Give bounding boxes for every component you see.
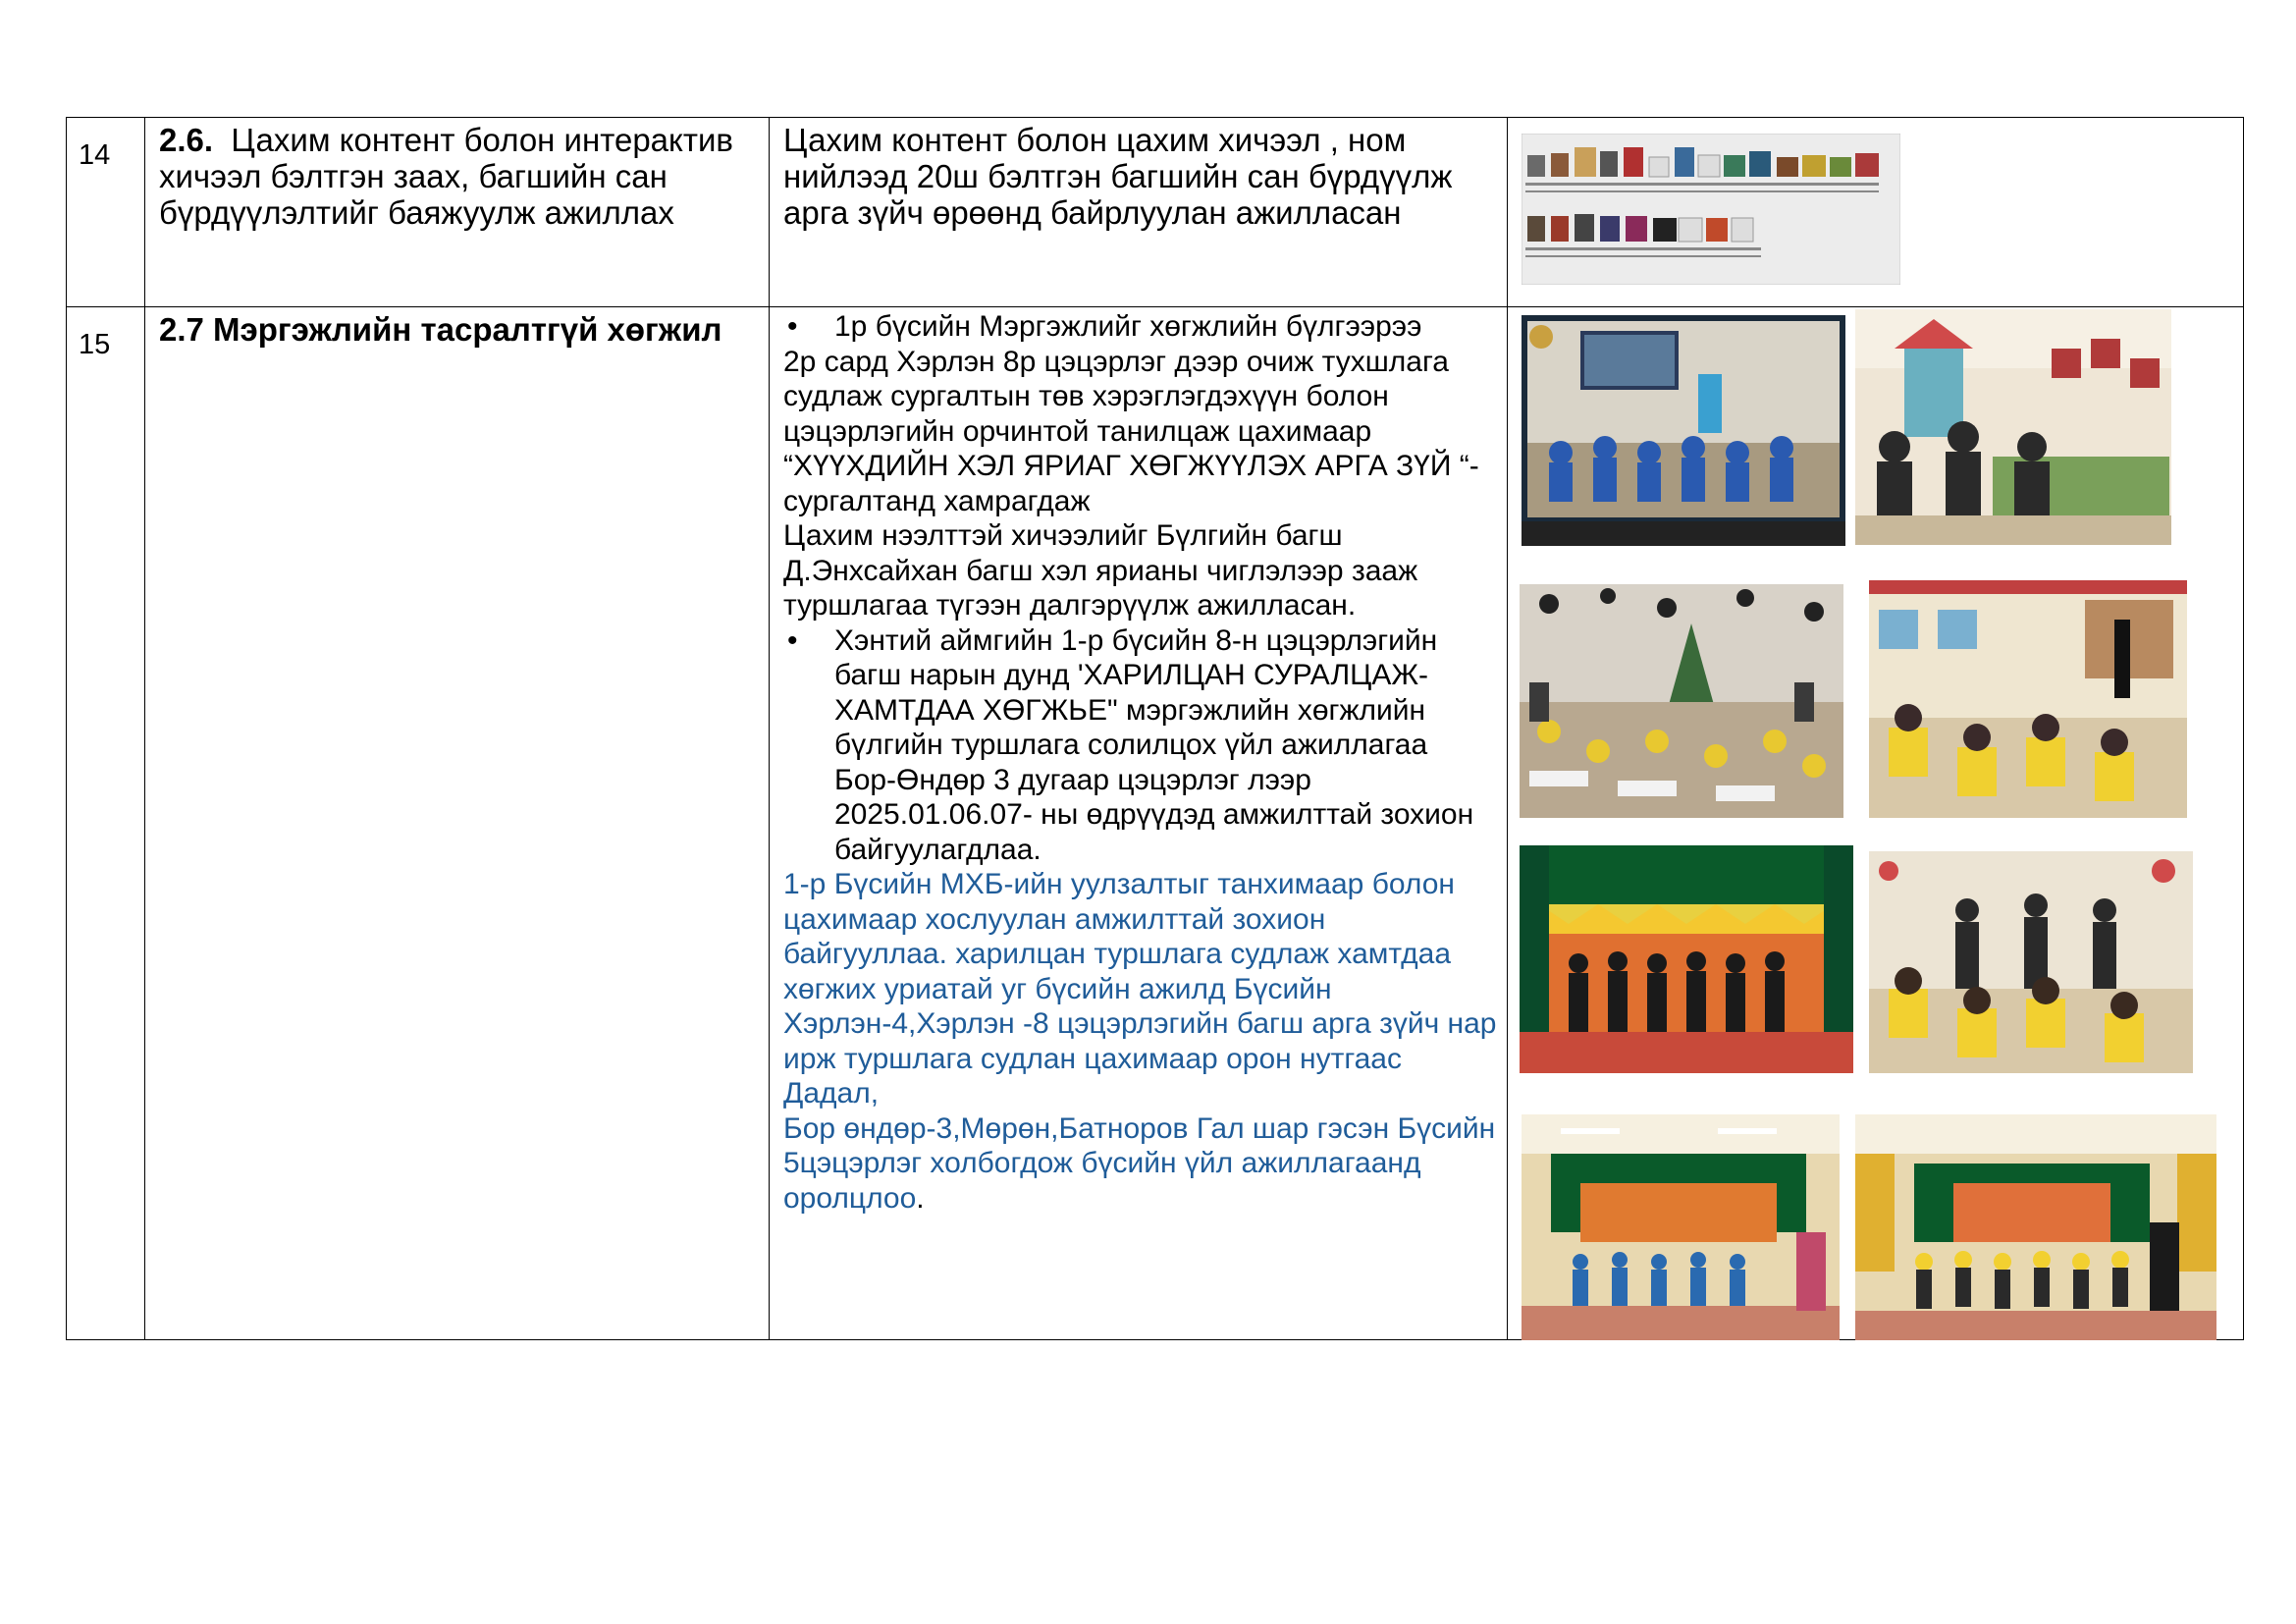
list-item: • 1р бүсийн Мэргэжлийг хөгжлийн бүлгээрээ [783,309,1497,345]
paragraph: Цахим нээлттэй хичээлийг Бүлгийн багш Д.Энхсайхан багш хэл ярианы чиглэлээр зааж туршлагаа түгээн далгэрүүлж ажилласан. [783,519,1418,622]
paragraph [783,1111,1497,1217]
task-description [770,307,1508,1340]
photo-teachers-and-children-in-class [1869,851,2193,1073]
paragraph: 2р сард Хэрлэн 8р цэцэрлэг дээр очиж тухшлага судлаж сургалтын төв хэрэглэгдэхүүн болон цэцэрлэгийн орчинтой танилцаж цахимаар “ХҮҮХДИЙН ХЭЛ ЯРИАГ ХӨГЖҮҮЛЭХ АРГА ЗҮЙ “-сургалтанд хамрагдаж [783,345,1479,517]
photo-children-dancing-hall [1855,1114,2216,1340]
evidence-cell [1508,307,2244,1340]
photo-teachers-visiting-classroom [1855,309,2171,545]
row-number: 15 [67,307,145,1340]
paragraph [783,867,1497,1111]
blue-paragraph: Бор өндөр-3,Мөрөн,Батноров Гал шар гэсэн Бүсийн 5цэцэрлэг холбогдож бүсийн үйл ажиллагаанд оролцлоо [783,1111,1496,1215]
photo-group-on-stage-green-curtains [1520,845,1853,1073]
evidence-cell [1508,118,2244,307]
table-row [67,118,2244,307]
list-item: • Хэнтий аймгийн 1-р бүсийн 8-н цэцэрлэгийн багш нарын дунд 'ХАРИЛЦАН СУРАЛЦАЖ-ХАМТДАА ХӨГЖЬЕ" мэргэжлийн хөгжлийн бүлгийн туршлага солилцох үйл ажиллагаа Бор-Өндөр 3 дугаар цэцэрлэг лээр 2025.01.06.07- ны өдрүүдэд амжилттай зохион байгуулагдлаа. [783,623,1497,868]
trailing-period: . [916,1181,925,1215]
task-title-cell [145,118,770,307]
task-title: Цахим контент болон интерактив хичээл бэлтгэн заах, багшийн сан бүрдүүлэлтийг баяжуулж ажиллах [159,122,733,231]
task-description: Цахим контент болон цахим хичээл , ном нийлээд 20ш бэлтгэн багшийн сан бүрдүүлж арга зүйч өрөөнд байрлуулан ажилласан [770,118,1508,307]
screenshot-of-teacher-resource-folder [1522,134,1900,285]
row-number: 14 [67,118,145,307]
photo-children-performing-hall [1522,1114,1840,1340]
report-table [66,117,2244,1340]
table-row [67,307,2244,1340]
task-title: 2.7 Мэргэжлийн тасралтгүй хөгжил [159,311,722,348]
task-title-cell [145,307,770,1340]
blue-paragraph: 1-р Бүсийн МХБ-ийн уулзалтыг танхимаар болон цахимаар хослуулан амжилттай зохион байгууллаа. харилцан туршлага судлаж хамтдаа хөгжих уриатай уг бүсийн ажилд Бүсийн Хэрлэн-4,Хэрлэн -8 цэцэрлэгийн багш арга зүйч нар ирж туршлага судлан цахимаар орон нутгаас Дадал, [783,868,1497,1110]
task-code: 2.6. [159,122,214,158]
photo-children-yellow-shirts-classroom [1869,580,2187,818]
photo-online-class-children-blue-uniforms [1522,315,1845,546]
photo-hall-children-at-desks [1520,584,1843,818]
